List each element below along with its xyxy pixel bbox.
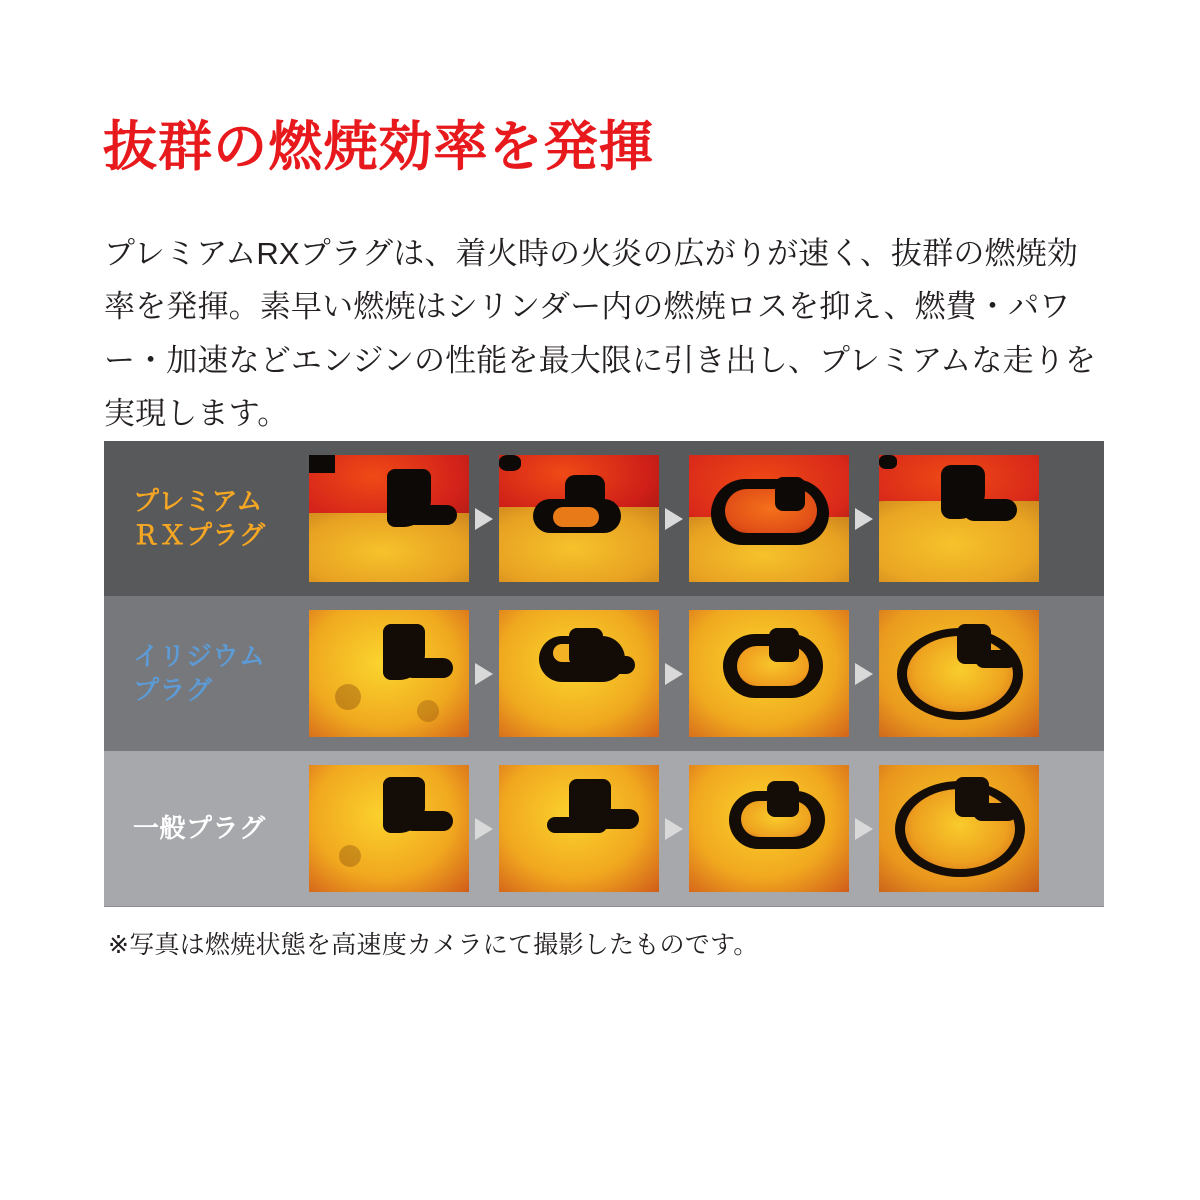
combustion-frame [309, 765, 469, 892]
row-label-premium-rx [104, 485, 309, 552]
arrow-right-icon [849, 508, 879, 530]
row-label-line-1: プレミアム [133, 486, 263, 517]
combustion-frame [689, 455, 849, 582]
arrow-right-icon [849, 663, 879, 685]
arrow-right-icon [659, 663, 689, 685]
row-label-line-2: ＲＸプラグ [133, 519, 266, 550]
combustion-frame [689, 610, 849, 737]
row-label-line-2: プラグ [133, 674, 213, 705]
combustion-frame [309, 610, 469, 737]
arrow-right-icon [659, 818, 689, 840]
body-paragraph: プレミアムRXプラグは、着火時の火炎の広がりが速く、抜群の燃焼効率を発揮。素早い燃焼はシリンダー内の燃焼ロスを抑え、燃費・パワー・加速などエンジンの性能を最大限に引き出し、プレミアムな走りを実現します。 [104, 236, 1096, 431]
arrow-right-icon [469, 508, 499, 530]
footnote-text: ※写真は燃焼状態を高速度カメラにて撮影したものです。 [108, 931, 759, 959]
table-row [104, 441, 1104, 596]
frame-sequence [309, 765, 1086, 892]
table-row [104, 596, 1104, 751]
arrow-right-icon [849, 818, 879, 840]
combustion-frame [499, 765, 659, 892]
row-label-line-1: イリジウム [133, 641, 266, 672]
combustion-frame [499, 455, 659, 582]
combustion-frame [879, 455, 1039, 582]
combustion-frame [499, 610, 659, 737]
table-row [104, 751, 1104, 906]
arrow-right-icon [469, 663, 499, 685]
page-title: 抜群の燃焼効率を発揮 [103, 117, 654, 178]
frame-sequence [309, 455, 1086, 582]
row-label-line-1: 一般プラグ [133, 812, 266, 843]
row-label-standard [104, 812, 309, 845]
combustion-frame [879, 765, 1039, 892]
combustion-frame [879, 610, 1039, 737]
arrow-right-icon [469, 818, 499, 840]
combustion-frame [689, 765, 849, 892]
combustion-frame [309, 455, 469, 582]
arrow-right-icon [659, 508, 689, 530]
row-label-iridium [104, 640, 309, 707]
comparison-table [104, 441, 1104, 907]
frame-sequence [309, 610, 1086, 737]
